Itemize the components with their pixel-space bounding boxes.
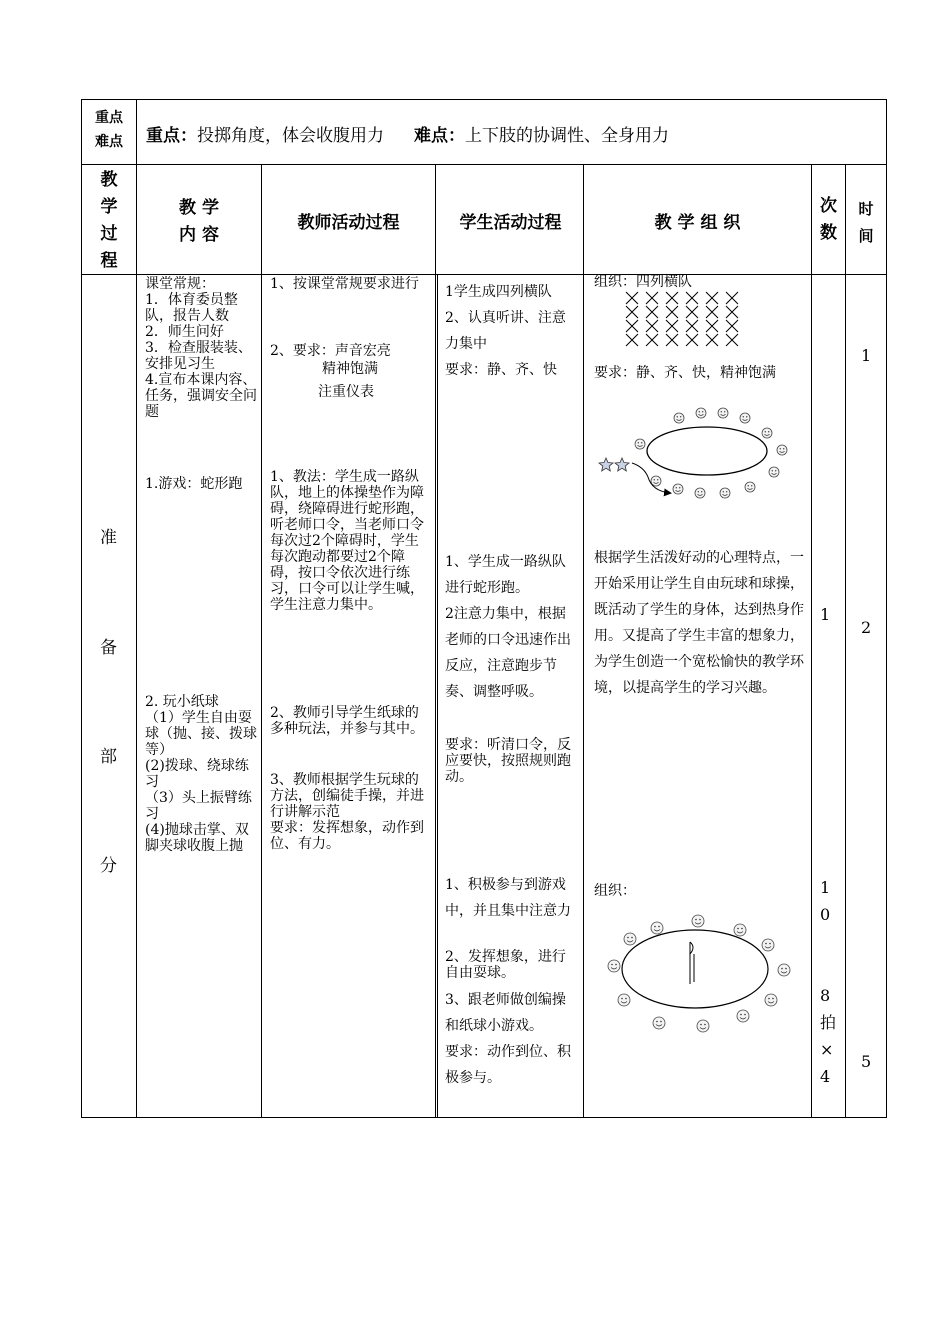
org-formation-requirement: 要求：静、齐、快，精神饱满 <box>594 365 776 381</box>
content-paper-ball: 2. 玩小纸球 （1）学生自由耍球（抛、接、拨球等） (2)拨球、绕球练习 （3）头上振臂练习 (4)抛球击掌、双脚夹球收腹上抛 <box>145 694 257 854</box>
header-times: 次 数 <box>820 196 837 243</box>
student-snake-requirement: 要求：听清口令，反应要快，按照规则跑动。 <box>445 737 571 785</box>
student-routine: 1学生成四列横队 2、认真听讲、注意力集中 要求：静、齐、快 <box>445 284 566 378</box>
table-col-divider-5 <box>811 164 812 1118</box>
content-game: 1.游戏：蛇形跑 <box>145 476 243 492</box>
table-row-divider-1 <box>81 164 887 165</box>
header-process: 教 学 过 程 <box>100 170 118 271</box>
teacher-guide: 2、教师引导学生纸球的多种玩法，并参与其中。 <box>270 705 424 737</box>
duration-value-2: 2 <box>861 618 872 637</box>
section-char-4: 分 <box>100 856 117 876</box>
table-col-divider-3b <box>437 274 438 1118</box>
focus-row-text <box>146 121 669 146</box>
org-formation-label: 组织：四列横队 <box>594 274 692 290</box>
teacher-requirement-2: 精神饱满 <box>322 361 378 377</box>
table-col-divider-1 <box>136 99 137 1118</box>
duration-value-1: 1 <box>861 346 872 365</box>
teacher-routine: 1、按课堂常规要求进行 <box>270 276 419 292</box>
difficulty-text: 上下肢的协调性、全身用力 <box>465 126 669 146</box>
table-row-divider-2 <box>81 274 887 275</box>
student-faces <box>635 408 787 498</box>
flag-circle-diagram <box>600 912 800 1037</box>
teacher-requirement-3: 注重仪表 <box>318 384 374 400</box>
table-border-top <box>81 99 887 100</box>
row-4 <box>626 334 738 346</box>
section-char-2: 备 <box>100 638 117 658</box>
focus-row-label: 重点 难点 <box>95 110 123 150</box>
table-border-bottom <box>81 1117 887 1118</box>
table-col-divider-2 <box>261 164 262 1118</box>
student-snake-run: 1、学生成一路纵队进行蛇形跑。 2注意力集中，根据老师的口令迅速作出反应，注意跑步节奏、调整呼吸。 <box>445 554 571 700</box>
header-duration: 时 间 <box>858 200 874 245</box>
table-border-right <box>886 99 887 1118</box>
snake-run-diagram <box>592 405 807 505</box>
circle-student-faces <box>608 915 790 1032</box>
table-col-divider-6 <box>845 164 846 1118</box>
running-track-oval <box>647 427 767 475</box>
header-content: 教 学 内 容 <box>179 198 219 245</box>
row-1 <box>626 292 738 304</box>
content-routine: 课堂常规： 1．体育委员整队，报告人数 2．师生问好 3．检查服装装、安排见习生 4.宣布本课内容、任务，强调安全问题 <box>145 276 257 420</box>
times-value-3: 8 拍 × 4 <box>820 986 837 1086</box>
teacher-exercise: 3、教师根据学生玩球的方法，创编徒手操，并进行讲解示范 要求：发挥想象，动作到位、有力。 <box>270 772 424 852</box>
key-point-text: 投掷角度，体会收腹用力 <box>197 126 384 146</box>
header-teacher: 教师活动过程 <box>297 213 400 233</box>
header-organization: 教 学 组 织 <box>654 213 741 233</box>
student-exercise: 3、跟老师做创编操和纸球小游戏。 要求：动作到位、积极参与。 <box>445 992 571 1086</box>
difficulty-label: 难点： <box>414 126 465 146</box>
teacher-requirement: 2、要求：声音宏亮 <box>270 343 391 359</box>
key-point-label: 重点： <box>146 126 197 146</box>
student-free-play: 2、发挥想象，进行自由耍球。 <box>445 949 566 981</box>
table-col-divider-3 <box>435 164 436 1118</box>
times-value-2: 1 0 <box>820 878 831 924</box>
org-rationale: 根据学生活泼好动的心理特点，一开始采用让学生自由玩球和球操，既活动了学生的身体，达到热身作用。又提高了学生丰富的想象力，为学生创造一个宽松愉快的教学环境，以提高学生的学习兴趣。 <box>594 550 804 696</box>
flag-icon <box>690 942 694 984</box>
star-markers <box>599 458 629 471</box>
row-2 <box>626 306 738 318</box>
table-col-divider-4 <box>583 164 584 1118</box>
header-student: 学生活动过程 <box>459 213 562 233</box>
four-row-formation-diagram <box>622 290 752 350</box>
duration-value-3: 5 <box>861 1052 872 1071</box>
section-char-1: 准 <box>100 528 117 548</box>
org-formation-label-2: 组织： <box>594 883 636 899</box>
row-3 <box>626 320 738 332</box>
times-value-1: 1 <box>820 605 831 624</box>
student-game-join: 1、积极参与到游戏中，并且集中注意力 <box>445 877 571 919</box>
teacher-method: 1、教法：学生成一路纵队，地上的体操垫作为障碍，绕障碍进行蛇形跑，听老师口令，当老师口令每次过2个障碍时，学生每次跑动都要过2个障碍，按口令依次进行练习，口令可以让学生喊，学生注意力集中。 <box>270 469 424 613</box>
circle-formation-oval <box>622 930 768 1008</box>
section-char-3: 部 <box>100 747 117 767</box>
